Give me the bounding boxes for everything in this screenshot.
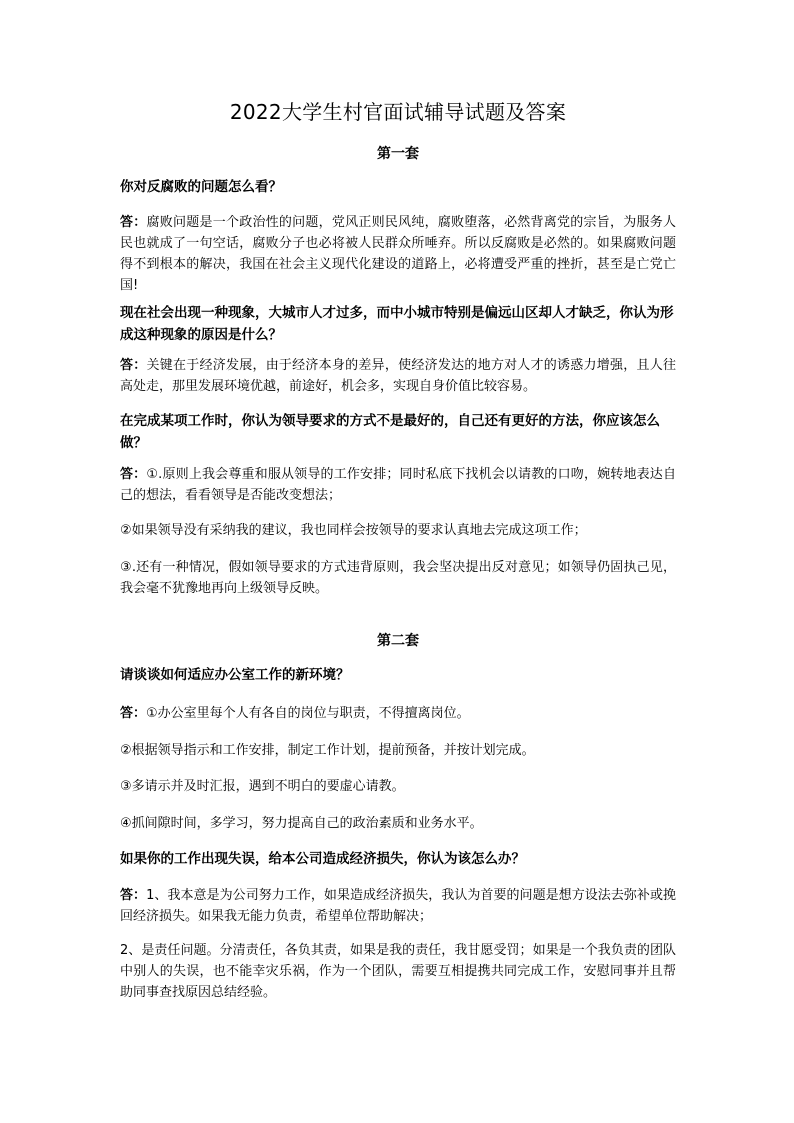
- set1-heading: 第一套: [377, 146, 419, 162]
- answer-label: 答：: [120, 888, 147, 903]
- answer-label: 答：: [120, 467, 147, 482]
- set1-answer-2: [120, 355, 676, 397]
- set2-answer-1-4: ④抓间隙时间，多学习，努力提高自己的政治素质和业务水平。: [120, 816, 483, 831]
- document-title: 2022大学生村官面试辅导试题及答案: [229, 100, 567, 124]
- set2-question-1: 请谈谈如何适应办公室工作的新环境？: [120, 667, 350, 683]
- set2-answer-2-1: [120, 885, 676, 927]
- set1-answer-2-text: 关键在于经济发展，由于经济本身的差异，使经济发达的地方对人才的诱惑力增强，且人往高处走，那里发展环境优越，前途好，机会多，实现自身价值比较容易。: [120, 358, 676, 394]
- set1-answer-1-text: 腐败问题是一个政治性的问题，党风正则民风纯，腐败堕落，必然背离党的宗旨，为服务人民也就成了一句空话，腐败分子也必将被人民群众所唾弃。所以反腐败是必然的。如果腐败问题得不到根本的解决，我国在社会主义现代化建设的道路上，必将遭受严重的挫折，甚至是亡党亡国!: [120, 215, 676, 293]
- set2-answer-2-2: 2、是责任问题。分清责任，各负其责，如果是我的责任，我甘愿受罚；如果是一个我负责的团队中别人的失误，也不能幸灾乐祸，作为一个团队，需要互相提携共同完成工作，安慰同事并且帮助同事查找原因总结经验。: [120, 943, 676, 1000]
- set1-answer-3-3: ③.还有一种情况，假如领导要求的方式违背原则，我会坚决提出反对意见；如领导仍固执己见，我会毫不犹豫地再向上级领导反映。: [120, 560, 676, 596]
- set1-question-3: 在完成某项工作时，你认为领导要求的方式不是最好的，自己还有更好的方法，你应该怎么做？: [120, 413, 660, 451]
- answer-label: 答：: [120, 706, 147, 721]
- set1-answer-1: [120, 212, 676, 296]
- set1-question-1: 你对反腐败的问题怎么看？: [120, 179, 282, 195]
- set2-answer-1-2: ②根据领导指示和工作安排，制定工作计划，提前预备，并按计划完成。: [120, 743, 535, 758]
- set2-answer-2-1-text: 1、我本意是为公司努力工作，如果造成经济损失，我认为首要的问题是想方设法去弥补或挽回经济损失。如果我无能力负责，希望单位帮助解决；: [120, 888, 676, 924]
- set1-answer-3-2: ②如果领导没有采纳我的建议，我也同样会按领导的要求认真地去完成这项工作；: [120, 523, 587, 538]
- set2-question-2: 如果你的工作出现失误，给本公司造成经济损失，你认为该怎么办？: [120, 851, 525, 867]
- set1-answer-3-1: [120, 464, 676, 506]
- set2-answer-1-3: ③多请示并及时汇报，遇到不明白的要虚心请教。: [120, 779, 405, 794]
- set1-answer-3-1-text: ①.原则上我会尊重和服从领导的工作安排；同时私底下找机会以请教的口吻，婉转地表达自己的想法，看看领导是否能改变想法；: [120, 467, 676, 503]
- answer-label: 答：: [120, 358, 147, 373]
- set2-heading: 第二套: [377, 633, 419, 649]
- set2-answer-1-1-text: ①办公室里每个人有各自的岗位与职责，不得擅离岗位。: [146, 706, 470, 721]
- answer-label: 答：: [120, 215, 147, 230]
- set1-question-2: 现在社会出现一种现象，大城市人才过多，而中小城市特别是偏远山区却人才缺乏，你认为形成这种现象的原因是什么？: [120, 305, 674, 343]
- set2-answer-1-1: [120, 703, 676, 724]
